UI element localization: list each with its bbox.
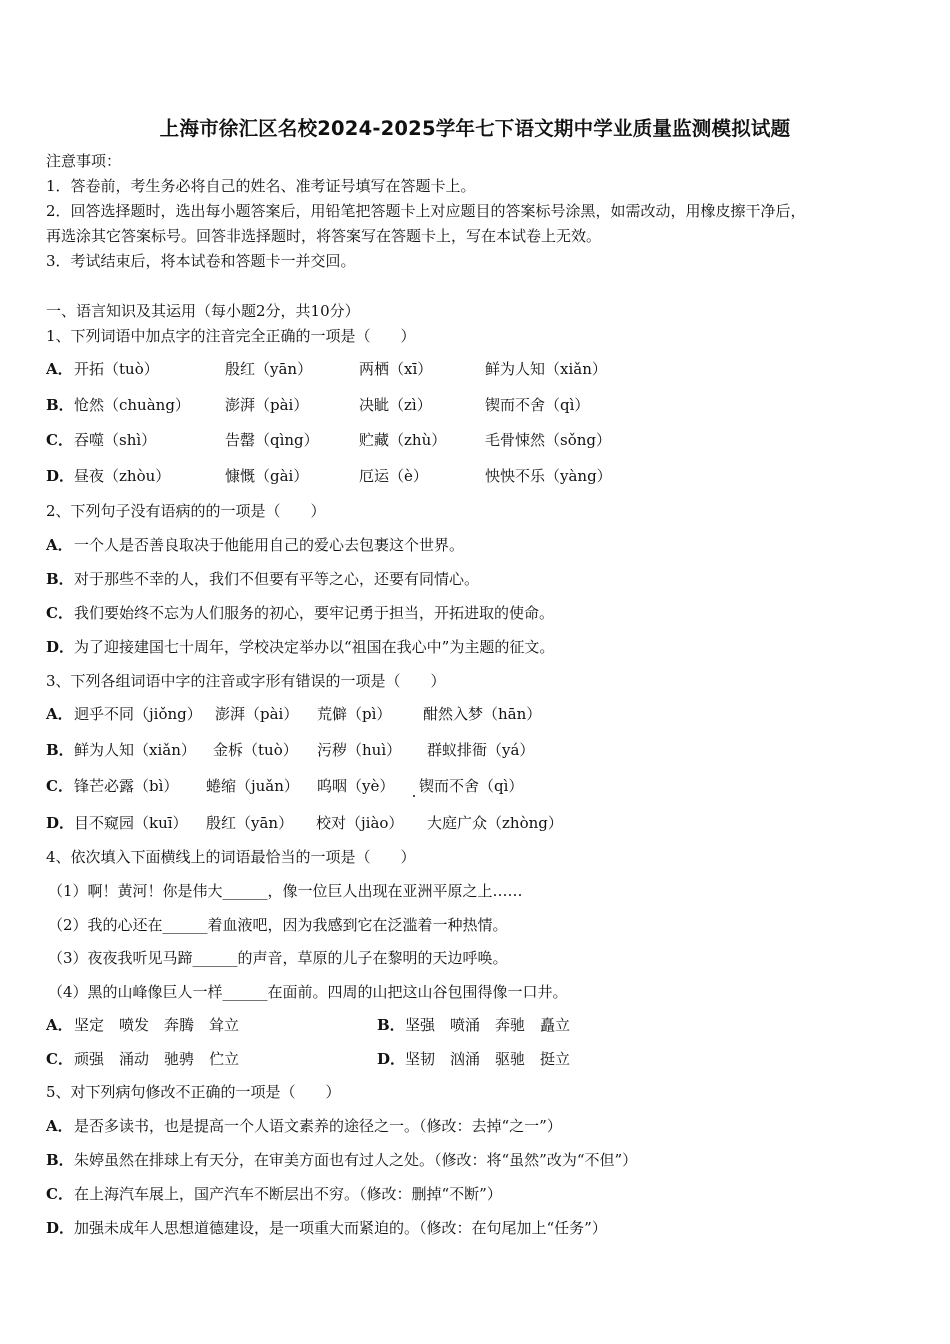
option-text: 是否多读书，也是提高一个人语文素养的途径之一。（修改：去掉“之一”） <box>74 1117 562 1135</box>
option-item: 吞噬（shì） <box>74 431 157 449</box>
question-4-stem: 4、依次填入下面横线上的词语最恰当的一项是（ ） <box>46 848 416 866</box>
option-text: 为了迎接建国七十周年，学校决定举办以“祖国在我心中”为主题的征文。 <box>74 638 555 656</box>
option-item: 鲜为人知（xiǎn） <box>74 741 196 759</box>
option-item: 呜咽（yè） <box>317 777 395 795</box>
option-label: D． <box>46 467 75 485</box>
option-label: C． <box>46 604 73 622</box>
option-item: 怏怏不乐（yàng） <box>485 467 612 485</box>
option-item: 大庭广众（zhòng） <box>427 814 563 832</box>
option-item: 毛骨悚然（sǒng） <box>485 431 611 449</box>
option-label: D． <box>46 1219 75 1237</box>
option-text: 顽强 涌动 驰骋 伫立 <box>74 1050 240 1068</box>
option-item: 决眦（zì） <box>359 396 432 414</box>
fill-sentence: （1）啊！黄河！你是伟大______，像一位巨人出现在亚洲平原之上…… <box>48 882 523 900</box>
option-item: 目不窥园（kuī） <box>74 814 188 832</box>
notice-item: 3．考试结束后，将本试卷和答题卡一并交回。 <box>46 252 356 270</box>
option-item: 开拓（tuò） <box>74 360 159 378</box>
option-label: A． <box>46 360 73 378</box>
option-label: D． <box>46 814 75 832</box>
option-label: C． <box>46 1185 73 1203</box>
option-item: 锲而不舍（qì） <box>419 777 524 795</box>
option-label: A． <box>46 1117 73 1135</box>
fill-sentence: （2）我的心还在______着血液吧，因为我感到它在泛滥着一种热情。 <box>48 916 508 934</box>
question-3-stem: 3、下列各组词语中字的注音或字形有错误的一项是（ ） <box>46 672 446 690</box>
option-text: 我们要始终不忘为人们服务的初心，要牢记勇于担当，开拓进取的使命。 <box>74 604 555 622</box>
option-label: B． <box>377 1016 405 1034</box>
fill-sentence: （3）夜夜我听见马蹄______的声音，草原的儿子在黎明的天边呼唤。 <box>48 949 508 967</box>
option-text: 坚强 喷涌 奔驰 矗立 <box>405 1016 571 1034</box>
option-item: 群蚁排衙（yá） <box>427 741 535 759</box>
option-item: 慷慨（gài） <box>225 467 309 485</box>
option-text: 一个人是否善良取决于他能用自己的爱心去包裹这个世界。 <box>74 536 465 554</box>
option-label: A． <box>46 1016 73 1034</box>
option-text: 在上海汽车展上，国产汽车不断层出不穷。（修改：删掉“不断”） <box>74 1185 502 1203</box>
option-label: B． <box>46 741 74 759</box>
option-item: 厄运（è） <box>359 467 428 485</box>
notice-item: 2．回答选择题时，选出每小题答案后，用铅笔把答题卡上对应题目的答案标号涂黑，如需改动，用橡皮擦干净后， <box>46 202 806 220</box>
option-item: 金柝（tuò） <box>213 741 298 759</box>
option-label: B． <box>46 396 74 414</box>
option-item: 蜷缩（juǎn） <box>206 777 299 795</box>
option-label: D． <box>46 638 75 656</box>
question-2-stem: 2、下列句子没有语病的的一项是（ ） <box>46 502 326 520</box>
option-item: 锲而不舍（qì） <box>485 396 590 414</box>
option-item: 酣然入梦（hān） <box>423 705 542 723</box>
option-item: 荒僻（pì） <box>317 705 392 723</box>
option-item: 殷红（yān） <box>206 814 294 832</box>
option-text: 加强未成年人思想道德建设，是一项重大而紧迫的。（修改：在句尾加上“任务”） <box>74 1219 607 1237</box>
notice-item: 再选涂其它答案标号。回答非选择题时，将答案写在答题卡上，写在本试卷上无效。 <box>46 227 602 245</box>
option-item: 校对（jiào） <box>316 814 404 832</box>
option-label: B． <box>46 570 74 588</box>
option-text: 坚韧 汹涌 驱驰 挺立 <box>405 1050 571 1068</box>
option-item: 昼夜（zhòu） <box>74 467 171 485</box>
option-label: C． <box>46 431 73 449</box>
option-item: 迥乎不同（jiǒng） <box>74 705 202 723</box>
question-1-stem: 1、下列词语中加点字的注音完全正确的一项是（ ） <box>46 327 416 345</box>
option-label: C． <box>46 1050 73 1068</box>
option-item: 怆然（chuàng） <box>74 396 190 414</box>
option-item: 告罄（qìng） <box>225 431 319 449</box>
option-text: 朱婷虽然在排球上有天分，在审美方面也有过人之处。（修改：将“虽然”改为“不但”） <box>74 1151 638 1169</box>
option-item: 鲜为人知（xiǎn） <box>485 360 607 378</box>
option-item: 锋芒必露（bì） <box>74 777 179 795</box>
option-label: A． <box>46 536 73 554</box>
option-label: D． <box>377 1050 406 1068</box>
option-text: 坚定 喷发 奔腾 耸立 <box>74 1016 240 1034</box>
option-label: B． <box>46 1151 74 1169</box>
option-item: 贮藏（zhù） <box>359 431 447 449</box>
option-item: 澎湃（pài） <box>225 396 309 414</box>
option-text: 对于那些不幸的人，我们不但要有平等之心，还要有同情心。 <box>74 570 480 588</box>
page-title: 上海市徐汇区名校2024-2025学年七下语文期中学业质量监测模拟试题 <box>159 117 791 140</box>
option-label: C． <box>46 777 73 795</box>
option-label: A． <box>46 705 73 723</box>
emphasis-dot <box>413 795 415 797</box>
question-5-stem: 5、对下列病句修改不正确的一项是（ ） <box>46 1083 341 1101</box>
notice-item: 1．答卷前，考生务必将自己的姓名、准考证号填写在答题卡上。 <box>46 177 476 195</box>
option-item: 澎湃（pài） <box>215 705 299 723</box>
option-item: 两栖（xī） <box>359 360 433 378</box>
option-item: 殷红（yān） <box>225 360 313 378</box>
fill-sentence: （4）黑的山峰像巨人一样______在面前。四周的山把这山谷包围得像一口井。 <box>48 983 568 1001</box>
option-item: 污秽（huì） <box>317 741 402 759</box>
section-heading: 一、语言知识及其运用（每小题2分，共10分） <box>46 302 360 320</box>
notice-heading: 注意事项： <box>46 152 122 170</box>
